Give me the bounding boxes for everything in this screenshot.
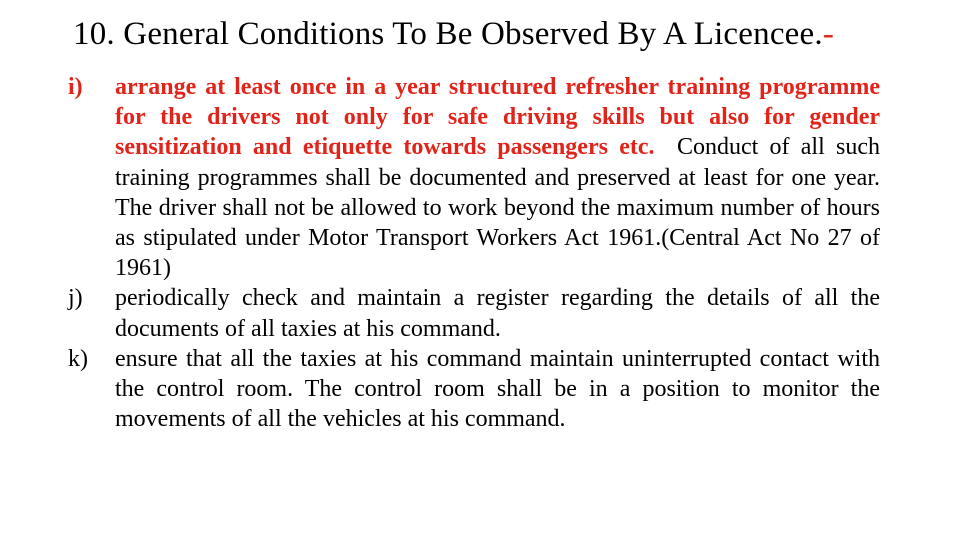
item-emphasis-text: arrange at least once in a year structured refresher training programme for the drivers not only for safe driving skills but also for gender sensitization and etiquette towards passengers etc.: [115, 74, 880, 161]
item-text: periodically check and maintain a register regarding the details of all the documents of all taxies at his command.: [115, 285, 880, 342]
list-marker: j): [68, 285, 83, 312]
title-suffix: -: [822, 16, 835, 52]
page-title: [73, 12, 953, 56]
list-marker: i): [68, 74, 83, 100]
item-text: Conduct of all such training programmes shall be documented and preserved at least for one year. The driver shall not be allowed to work beyond the maximum number of hours as stipulated under Motor Transport Workers Act 1961.(Central Act No 27 of 1961): [115, 134, 881, 282]
list-item-i: [68, 72, 880, 283]
title-text: 10. General Conditions To Be Observed By A Licencee.: [73, 16, 823, 52]
list-marker: k): [68, 345, 88, 372]
list-item-j: [68, 283, 880, 343]
list-item-k: [68, 344, 880, 435]
item-text: ensure that all the taxies at his command maintain uninterrupted contact with the control room. The control room shall be in a position to monitor the movements of all the vehicles at his command.: [115, 345, 880, 433]
conditions-list: [68, 72, 880, 434]
